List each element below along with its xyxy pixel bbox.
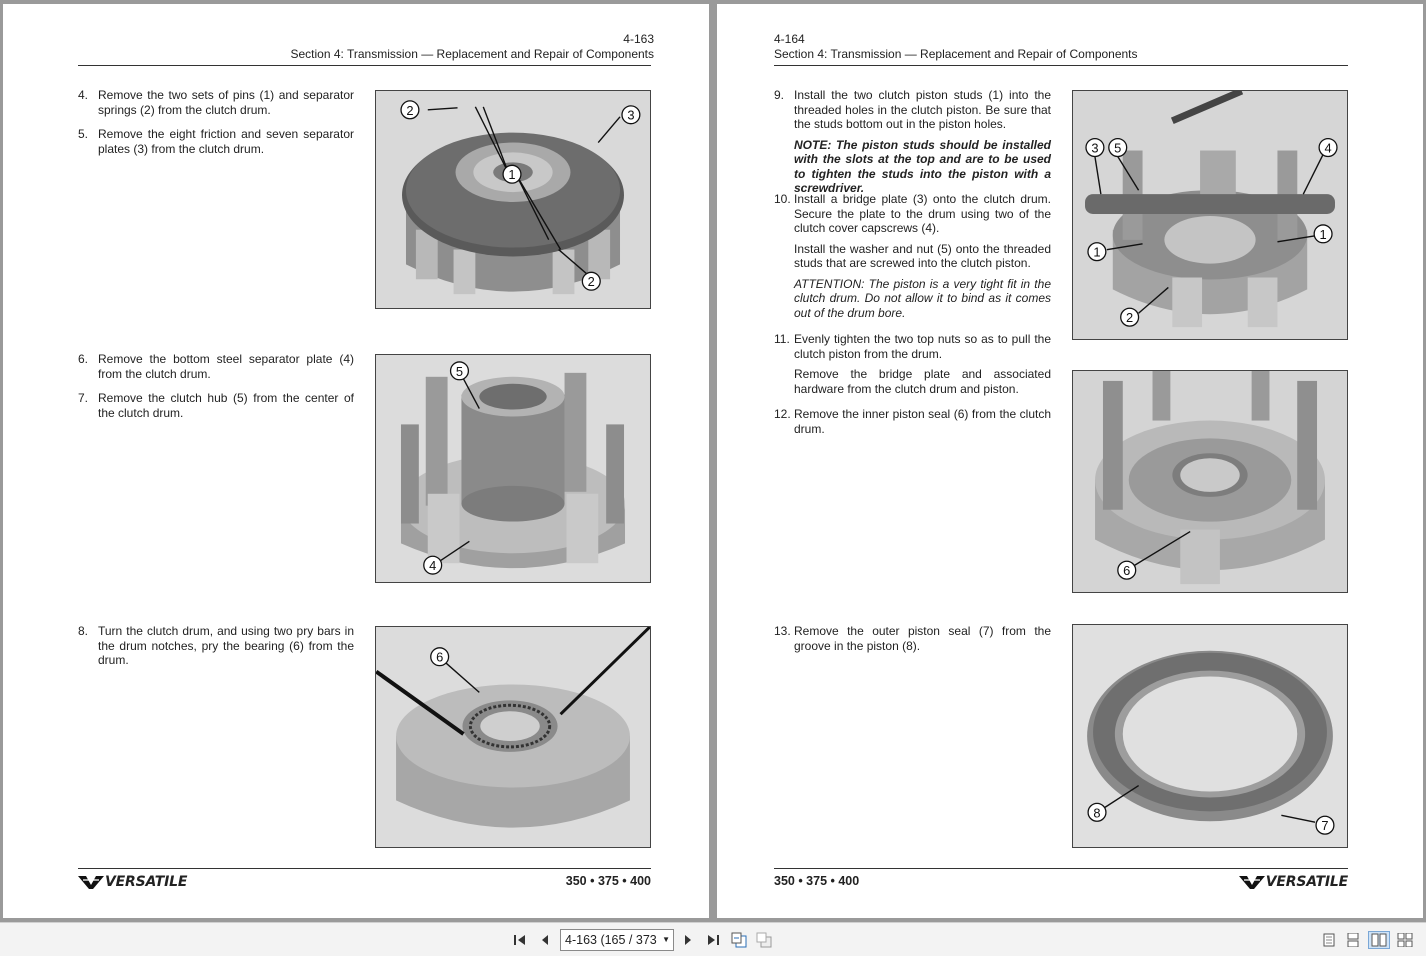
callout-2: 2 bbox=[587, 274, 595, 290]
step-10 bbox=[774, 192, 1051, 326]
bearing-removal-illustration bbox=[376, 627, 650, 847]
callout-1: 1 bbox=[1319, 226, 1327, 242]
step-text: Remove the clutch hub (5) from the center of the clutch drum. bbox=[98, 391, 354, 420]
brand-name: VERSATILE bbox=[105, 874, 188, 890]
callout-4: 4 bbox=[429, 558, 437, 574]
versatile-logo bbox=[1239, 872, 1348, 892]
step-note: NOTE: The piston studs should be installed with the slots at the top and are to be used to tighten the studs into the piston with a screwdriver. bbox=[794, 137, 1051, 195]
step-text: Remove the eight friction and seven separator plates (3) from the clutch drum. bbox=[98, 127, 354, 156]
callout-7: 7 bbox=[1321, 818, 1329, 834]
callout-5: 5 bbox=[455, 363, 464, 379]
page-number-field[interactable] bbox=[560, 929, 674, 951]
step-number: 10. bbox=[774, 192, 791, 206]
single-page-icon[interactable] bbox=[1320, 931, 1338, 949]
step-5 bbox=[78, 127, 354, 156]
page-header bbox=[290, 32, 654, 62]
step-text: Turn the clutch drum, and using two pry bars in the drum notches, pry the bearing (6) from the drum. bbox=[98, 624, 354, 667]
step-number: 9. bbox=[774, 88, 785, 102]
step-number: 4. bbox=[78, 88, 89, 102]
clutch-drum-plates-photo bbox=[375, 90, 651, 309]
versatile-logo-mark-icon bbox=[78, 874, 104, 890]
step-6 bbox=[78, 352, 354, 381]
section-title: Section 4: Transmission — Replacement and Repair of Components bbox=[290, 47, 654, 61]
versatile-logo bbox=[78, 872, 187, 892]
step-number: 11. bbox=[774, 332, 790, 346]
callout-6: 6 bbox=[436, 649, 444, 665]
bearing-removal-photo bbox=[375, 626, 651, 848]
callout-3: 3 bbox=[1091, 140, 1099, 156]
step-number: 13. bbox=[774, 624, 791, 638]
bridge-plate-illustration bbox=[1073, 91, 1347, 339]
page-right bbox=[717, 4, 1423, 918]
callout-8: 8 bbox=[1093, 805, 1101, 821]
brand-name: VERSATILE bbox=[1265, 874, 1348, 890]
callout-5: 5 bbox=[1114, 140, 1122, 156]
step-attention: ATTENTION: The piston is a very tight fit in the clutch drum. Do not allow it to bind as it comes out of the drum bore. bbox=[794, 276, 1051, 320]
callout-1: 1 bbox=[508, 167, 516, 183]
section-title: Section 4: Transmission — Replacement and Repair of Components bbox=[774, 47, 1138, 61]
inner-seal-photo bbox=[1072, 370, 1348, 593]
page-header bbox=[774, 32, 1138, 62]
clutch-hub-photo bbox=[375, 354, 651, 583]
step-text: Remove the bottom steel separator plate (4) from the clutch drum. bbox=[98, 352, 354, 381]
inner-seal-illustration bbox=[1073, 371, 1347, 592]
callout-3: 3 bbox=[627, 107, 635, 123]
callout-6: 6 bbox=[1123, 563, 1131, 579]
step-12 bbox=[774, 407, 1051, 436]
model-numbers: 350 • 375 • 400 bbox=[774, 874, 860, 888]
last-page-icon[interactable] bbox=[704, 931, 722, 949]
step-number: 5. bbox=[78, 127, 89, 141]
step-text: Remove the outer piston seal (7) from the groove in the piston (8). bbox=[794, 624, 1051, 653]
outer-seal-photo bbox=[1072, 624, 1348, 848]
navigation-toolbar bbox=[0, 922, 1426, 956]
step-text: Remove the inner piston seal (6) from the clutch drum. bbox=[794, 407, 1051, 436]
outer-seal-illustration bbox=[1073, 625, 1347, 847]
first-page-icon[interactable] bbox=[511, 931, 529, 949]
next-page-icon[interactable] bbox=[679, 931, 697, 949]
header-rule bbox=[774, 65, 1348, 66]
facing-icon[interactable] bbox=[1368, 931, 1390, 949]
page-number: 4-164 bbox=[774, 32, 805, 46]
copy-view-icon[interactable] bbox=[755, 931, 773, 949]
step-number: 7. bbox=[78, 391, 89, 405]
bridge-plate-photo bbox=[1072, 90, 1348, 340]
step-11 bbox=[774, 332, 1051, 402]
step-text: Install the two clutch piston studs (1) into the threaded holes in the clutch piston. Be sure that the studs bottom out in the piston holes. bbox=[794, 88, 1051, 131]
page-number-value: 4-163 (165 / 373 bbox=[565, 933, 657, 947]
callout-1: 1 bbox=[1093, 244, 1101, 260]
step-number: 6. bbox=[78, 352, 89, 366]
page-left bbox=[3, 4, 709, 918]
step-13 bbox=[774, 624, 1051, 653]
clutch-hub-illustration bbox=[376, 355, 650, 582]
footer-rule bbox=[78, 868, 651, 869]
step-text: Evenly tighten the two top nuts so as to pull the clutch piston from the drum. bbox=[794, 332, 1051, 361]
continuous-facing-icon[interactable] bbox=[1396, 931, 1414, 949]
step-7 bbox=[78, 391, 354, 420]
footer-rule bbox=[774, 868, 1348, 869]
prev-page-icon[interactable] bbox=[536, 931, 554, 949]
step-9 bbox=[774, 88, 1051, 202]
clutch-drum-plates-illustration bbox=[376, 91, 650, 308]
callout-4: 4 bbox=[1324, 140, 1332, 156]
dropdown-caret-icon[interactable]: ▼ bbox=[662, 935, 670, 944]
step-text: Install a bridge plate (3) onto the clutch drum. Secure the plate to the drum using two of the clutch cover capscrews (4). bbox=[794, 192, 1051, 235]
model-numbers: 350 • 375 • 400 bbox=[565, 874, 651, 888]
callout-2: 2 bbox=[406, 102, 414, 118]
page-number: 4-163 bbox=[623, 32, 654, 46]
step-text: Remove the two sets of pins (1) and separator springs (2) from the clutch drum. bbox=[98, 88, 354, 117]
step-number: 8. bbox=[78, 624, 89, 638]
step-text: Install the washer and nut (5) onto the threaded studs that are screwed into the clutch piston. bbox=[794, 241, 1051, 270]
versatile-logo-mark-icon bbox=[1239, 874, 1265, 890]
callout-2: 2 bbox=[1126, 310, 1134, 326]
step-8 bbox=[78, 624, 354, 668]
step-4 bbox=[78, 88, 354, 117]
continuous-icon[interactable] bbox=[1344, 931, 1362, 949]
rotate-view-icon[interactable] bbox=[730, 931, 748, 949]
header-rule bbox=[78, 65, 651, 66]
step-number: 12. bbox=[774, 407, 791, 421]
step-text: Remove the bridge plate and associated hardware from the clutch drum and piston. bbox=[794, 367, 1051, 396]
